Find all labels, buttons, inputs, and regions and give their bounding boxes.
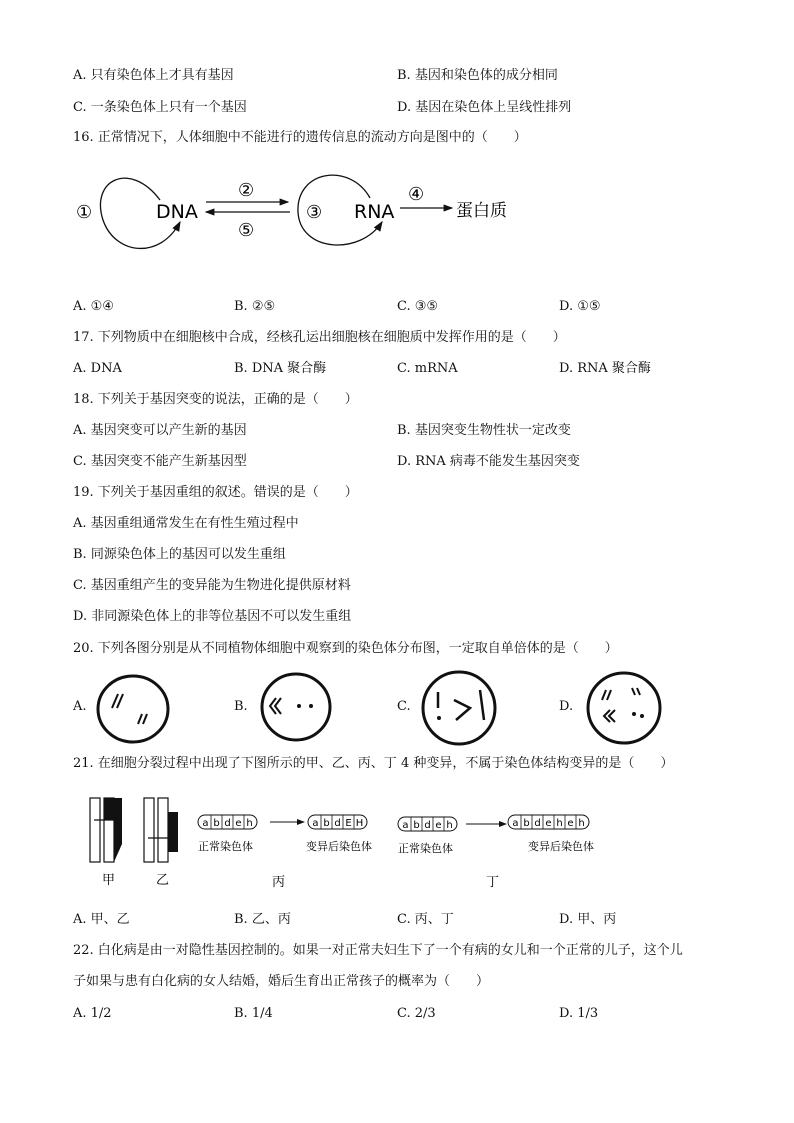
flow-dna-label: DNA: [156, 201, 198, 223]
flow-label-3: ③: [306, 202, 323, 223]
flow-label-1: ①: [76, 202, 93, 223]
flow-label-4: ④: [408, 184, 425, 205]
q16-option-b[interactable]: B. ②⑤: [234, 299, 276, 314]
q18-option-d[interactable]: D. RNA 病毒不能发生基因突变: [397, 454, 580, 469]
bing-mutated-gene: E: [345, 818, 352, 829]
ding-mutated-chromosome: [508, 815, 589, 829]
q16-option-a[interactable]: A. ①④: [73, 299, 114, 314]
bing-normal-chromosome: [198, 815, 257, 829]
ding-normal-gene: h: [446, 820, 453, 831]
q16-flow-diagram: [70, 160, 510, 270]
q19-option-d[interactable]: D. 非同源染色体上的非等位基因不可以发生重组: [73, 609, 352, 624]
ding-normal-chromosome: [398, 817, 457, 831]
q21-option-c[interactable]: C. 丙、丁: [397, 912, 454, 927]
q15-option-b[interactable]: B. 基因和染色体的成分相同: [397, 68, 558, 83]
q15-option-a[interactable]: A. 只有染色体上才具有基因: [73, 68, 234, 83]
q15-option-d[interactable]: D. 基因在染色体上呈线性排列: [397, 100, 572, 115]
ding-normal-gene: d: [424, 820, 431, 831]
q20-label-c[interactable]: C.: [397, 699, 411, 714]
q19-option-c[interactable]: C. 基因重组产生的变异能为生物进化提供原材料: [73, 578, 351, 593]
jia-label: 甲: [102, 873, 116, 888]
ding-mutated-gene: b: [523, 818, 530, 829]
q18-option-b[interactable]: B. 基因突变生物性状一定改变: [397, 423, 571, 438]
chromosome-pair-yi: [144, 798, 178, 862]
q20-cell-c[interactable]: [418, 668, 500, 748]
ding-mutated-gene: e: [567, 818, 574, 829]
ding-normal-gene: e: [435, 820, 442, 831]
q20-cell-d[interactable]: [582, 668, 666, 748]
ding-mutated-gene: h: [556, 818, 563, 829]
bing-mutated-gene: H: [355, 818, 364, 829]
q20-label-d[interactable]: D.: [559, 699, 574, 714]
q21-option-b[interactable]: B. 乙、丙: [234, 912, 291, 927]
yi-label: 乙: [156, 873, 170, 888]
ding-normal-label: 正常染色体: [398, 842, 453, 855]
q22-option-d[interactable]: D. 1/3: [559, 1006, 599, 1021]
q17-stem: 17. 下列物质中在细胞核中合成，经核孔运出细胞核在细胞质中发挥作用的是（ ）: [73, 330, 566, 345]
bing-normal-gene: d: [224, 818, 231, 829]
bing-normal-gene: h: [246, 818, 253, 829]
q19-option-a[interactable]: A. 基因重组通常发生在有性生殖过程中: [73, 516, 299, 531]
flow-label-2: ②: [238, 180, 255, 201]
ding-mutated-gene: e: [545, 818, 552, 829]
q20-cell-b[interactable]: [256, 670, 336, 744]
ding-mutated-gene: h: [578, 818, 585, 829]
q18-stem: 18. 下列关于基因突变的说法，正确的是（ ）: [73, 392, 358, 407]
q20-stem: 20. 下列各图分别是从不同植物体细胞中观察到的染色体分布图，一定取自单倍体的是（ ）: [73, 641, 618, 656]
bing-mutated-chromosome: [308, 815, 367, 829]
q16-option-c[interactable]: C. ③⑤: [397, 299, 439, 314]
q19-stem: 19. 下列关于基因重组的叙述。错误的是（ ）: [73, 485, 358, 500]
q16-option-d[interactable]: D. ①⑤: [559, 299, 601, 314]
q17-option-c[interactable]: C. mRNA: [397, 361, 458, 376]
q18-option-c[interactable]: C. 基因突变不能产生新基因型: [73, 454, 247, 469]
q21-option-d[interactable]: D. 甲、丙: [559, 912, 617, 927]
ding-mutated-gene: d: [534, 818, 541, 829]
q22-option-c[interactable]: C. 2/3: [397, 1006, 436, 1021]
bing-normal-gene: a: [202, 818, 209, 829]
q22-stem-line2: 子如果与患有白化病的女人结婚，婚后生育出正常孩子的概率为（ ）: [73, 974, 490, 989]
chromosome-pair-jia: [90, 798, 122, 862]
bing-mutated-gene: b: [323, 818, 330, 829]
bing-mutated-gene: d: [334, 818, 341, 829]
q21-stem: 21. 在细胞分裂过程中出现了下图所示的甲、乙、丙、丁 4 种变异，不属于染色体结构变异的是（ ）: [73, 756, 674, 771]
q21-option-a[interactable]: A. 甲、乙: [73, 912, 130, 927]
q22-option-a[interactable]: A. 1/2: [73, 1006, 112, 1021]
q19-option-b[interactable]: B. 同源染色体上的基因可以发生重组: [73, 547, 286, 562]
q20-label-b[interactable]: B.: [234, 699, 248, 714]
bing-label: 丙: [272, 875, 286, 890]
q22-stem-line1: 22. 白化病是由一对隐性基因控制的。如果一对正常夫妇生下了一个有病的女儿和一个正常的儿子，这个儿: [73, 943, 683, 958]
flow-rna-label: RNA: [354, 201, 395, 223]
q16-stem: 16. 正常情况下，人体细胞中不能进行的遗传信息的流动方向是图中的（ ）: [73, 130, 527, 145]
ding-mutated-label: 变异后染色体: [528, 840, 594, 853]
q17-option-d[interactable]: D. RNA 聚合酶: [559, 361, 651, 376]
q21-mutation-diagram: [82, 790, 610, 896]
bing-mutated-gene: a: [312, 818, 319, 829]
flow-label-5: ⑤: [238, 220, 255, 241]
ding-mutated-gene: a: [512, 818, 519, 829]
ding-label: 丁: [486, 875, 500, 890]
q17-option-b[interactable]: B. DNA 聚合酶: [234, 361, 327, 376]
q20-cell-a[interactable]: [92, 672, 174, 746]
bing-normal-gene: b: [213, 818, 220, 829]
flow-protein-label: 蛋白质: [456, 201, 507, 221]
q17-option-a[interactable]: A. DNA: [73, 361, 122, 376]
ding-normal-gene: a: [402, 820, 409, 831]
q22-option-b[interactable]: B. 1/4: [234, 1006, 273, 1021]
ding-normal-gene: b: [413, 820, 420, 831]
q15-option-c[interactable]: C. 一条染色体上只有一个基因: [73, 100, 247, 115]
bing-normal-label: 正常染色体: [198, 840, 253, 853]
bing-mutated-label: 变异后染色体: [306, 840, 372, 853]
q18-option-a[interactable]: A. 基因突变可以产生新的基因: [73, 423, 247, 438]
q20-label-a[interactable]: A.: [73, 699, 87, 714]
bing-normal-gene: e: [235, 818, 242, 829]
